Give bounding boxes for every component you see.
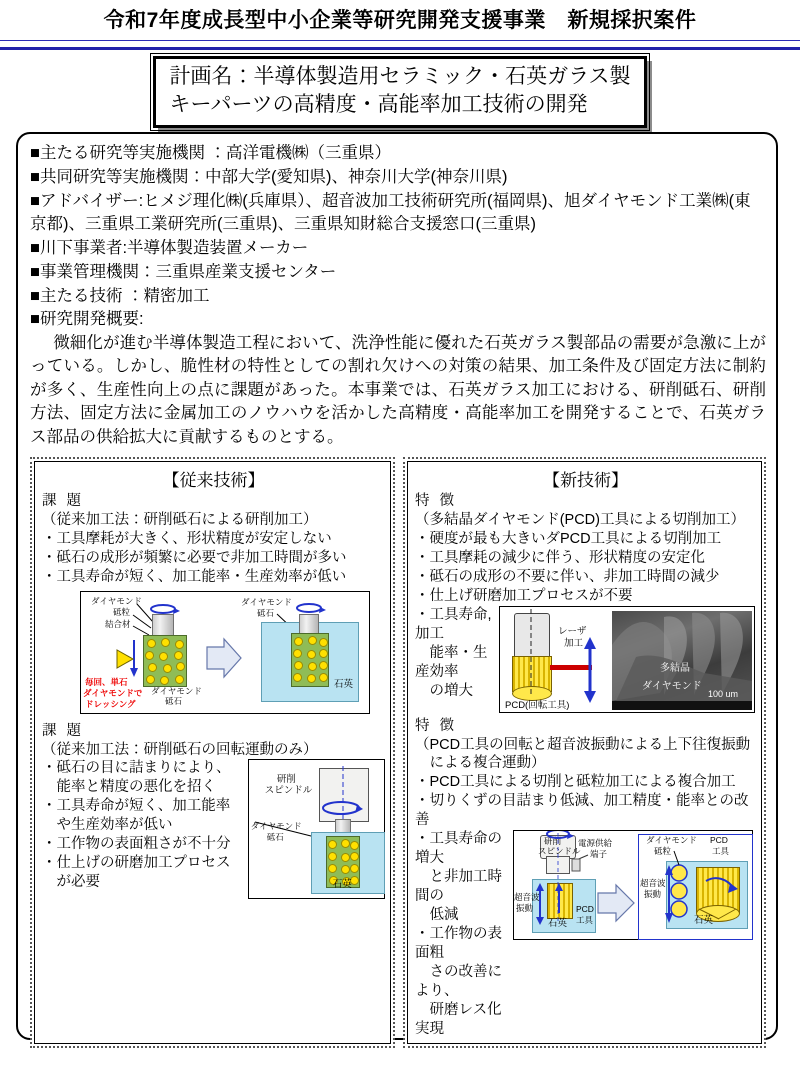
conv1-label-wheel-right-2: 砥石 (257, 607, 275, 618)
new-tech-block1-bullet-5: 能率・生産効率 (415, 644, 488, 680)
plan-title-box (153, 56, 648, 127)
conventional-block2-bullet-3: や生産効率が低い (42, 817, 173, 834)
conv1-grain (175, 675, 184, 684)
conventional-block2-bullet-0: ・砥石の目に詰まりにより、 (42, 760, 231, 777)
info-main-technology: ■主たる技術 ：精密加工 (30, 286, 210, 305)
conv1-label-quartz: 石英 (334, 678, 354, 690)
sem-info-bar (612, 701, 752, 710)
conv1-grain (148, 663, 157, 672)
conventional-block2-bullet-1: 能率と精度の悪化を招く (42, 779, 216, 796)
conv1-red-note-3: ドレッシング (85, 698, 136, 709)
conventional-block2-subheading: （従来加工法：研削砥石の回転運動のみ） (42, 741, 318, 758)
conventional-block2-bullet-4: ・工作物の表面粗さが不十分 (42, 836, 231, 853)
conv1-label-bond: 結合材 (105, 618, 131, 629)
ut-label-pcd-left-2: 工具 (576, 915, 594, 926)
conv1-label-wheel-bottom-1: ダイヤモンド (151, 685, 202, 696)
new-tech-block2-bullet-0: ・PCD工具による切削と砥粒加工による複合加工 (415, 774, 736, 791)
conventional-diagram-1 (80, 591, 370, 714)
ut-label-ultrasonic-1: 超音波 (514, 892, 540, 903)
new-tech-diagram-1 (499, 606, 755, 713)
info-joint-organizations: ■共同研究等実施機関：中部大学(愛知県)、神奈川大学(神奈川県) (30, 167, 508, 186)
conventional-block2-bullet-2: ・工具寿命が短く、加工能率 (42, 798, 231, 815)
new-tech-block2-bullet-5: ・工作物の表面粗 (415, 926, 502, 962)
conv1-grain (307, 650, 316, 659)
conv1-label-wheel-bottom-2: 砥石 (165, 695, 183, 706)
new-tech-block2-bullet-1: ・切りくずの目詰まり低減、加工精度・能率との改善 (415, 793, 749, 829)
conv2-label-spindle-2: スピンドル (264, 785, 313, 797)
ut-label-spindle-1: 研削 (544, 836, 562, 847)
document-body-frame (16, 132, 778, 1040)
new-tech-block2-bullet-4: 低減 (415, 907, 459, 924)
conv1-grain (319, 649, 328, 658)
conv1-grain (319, 661, 328, 670)
conv1-grain (307, 674, 316, 683)
info-advisors: ■アドバイザー:ヒメジ理化㈱(兵庫県）、超音波加工技術研究所(福岡県)、旭ダイヤモンド工業㈱(東京都)、三重県工業研究所(三重県)、三重県知財総合支援窓口(三重県) (30, 191, 751, 234)
overview-paragraph: 微細化が進む半導体製造工程において、洗浄性能に優れた石英ガラス製部品の需要が急激に上がっている。しかし、脆性材の特性としての割れ欠けへの対策の結果、加工条件及び固定方法に制約が多く、生産性向上の点に課題があった。本事業では、石英ガラス加工における、研削砥石、研削方法、固定方法に金属加工のノウハウを活かした高精度・高能率加工を開発することで、石英ガラス部品の供給拡大に貢献するものとする。 (30, 334, 766, 446)
conv1-grain (163, 664, 172, 673)
conv1-grain (294, 661, 303, 670)
new-tech-panel-title: 【新技術】 (543, 471, 628, 491)
info-main-organization: ■主たる研究等実施機関 ：高洋電機㈱（三重県） (30, 144, 392, 162)
new-tech-block2-bullet-3: と非加工時間の (415, 869, 502, 905)
ut-label-power-2: 端子 (590, 849, 608, 860)
info-management-organization: ■事業管理機関：三重県産業支援センター (30, 262, 337, 281)
conv1-grain (319, 673, 328, 682)
ut-label-power-1: 電源供給 (578, 838, 613, 849)
sem-micrograph-pcd (612, 611, 752, 710)
conventional-block1-bullet-0: ・工具摩耗が大きく、形状精度が安定しない (42, 530, 332, 547)
conv1-grain (160, 676, 169, 685)
new-tech-block2-bullet-2: ・工具寿命の増大 (415, 831, 502, 867)
ut-label-quartz-left: 石英 (548, 918, 568, 930)
conventional-block2-bullet-6: が必要 (42, 874, 100, 891)
page-header (0, 0, 800, 33)
conv1-red-note-2: ダイヤモンドで (83, 687, 143, 698)
conv2-label-wheel-1: ダイヤモンド (250, 821, 302, 832)
sem-scale-bar-label: 100 um (708, 688, 739, 699)
ut-label-pcd-right-1: PCD (710, 835, 728, 846)
conv1-grain (159, 652, 168, 661)
new-tech-diagram-2 (513, 830, 753, 940)
ut-detail-vectors (514, 831, 754, 941)
ut-label-pcd-left-1: PCD (576, 904, 594, 915)
header-divider-rule (0, 40, 800, 50)
plan-title-container (0, 56, 800, 127)
new-tech-block2-subheading-2: による複合運動） (415, 755, 546, 772)
new-tech-block1-bullet-0: ・硬度が最も大きいダPCD工具による切削加工 (415, 530, 722, 547)
ut-label-spindle-2: スピンドル (538, 846, 581, 857)
conv2-label-spindle-1: 研削 (276, 774, 296, 786)
panel-new-technology-inner (407, 461, 762, 1044)
conventional-panel-title: 【従来技術】 (162, 471, 265, 491)
conv1-grain (145, 651, 154, 660)
new-tech-block2-subheading-1: （PCD工具の回転と超音波振動による上下往復振動 (415, 736, 751, 753)
conv1-grain (293, 673, 302, 682)
conv1-grain (293, 649, 302, 658)
conv2-label-wheel-2: 砥石 (266, 832, 284, 843)
conv1-grain (294, 637, 303, 646)
ut-label-pcd-right-2: 工具 (712, 846, 730, 857)
new-tech-block1-bullet-6: の増大 (415, 682, 473, 699)
panel-conventional-technology (30, 457, 395, 1048)
conv2-label-quartz: 石英 (332, 879, 352, 891)
conv1-grain (319, 638, 328, 647)
ut-label-diamond-1: ダイヤモンド (646, 835, 697, 846)
ut-label-ultrasonic-2: 振動 (516, 903, 534, 914)
plan-title-line-2: キーパーツの高精度・高能率加工技術の開発 (169, 92, 588, 116)
ut-label-diamond-2: 砥粒 (654, 846, 672, 857)
conv1-red-note-1: 毎回、単石 (85, 676, 128, 687)
new-tech-block1-bullet-3: ・仕上げ研磨加工プロセスが不要 (415, 587, 633, 604)
conv1-grain (161, 638, 170, 647)
conv1-grain (175, 640, 184, 649)
technology-comparison-panels (30, 457, 766, 1048)
new-tech-label-laser-1: レーザ (558, 625, 587, 637)
conv1-grain (308, 662, 317, 671)
sem-label-2: ダイヤモンド (642, 680, 702, 692)
ut-label-ultrasonic-right-2: 振動 (644, 889, 662, 900)
conventional-block1-bullet-1: ・砥石の成形が頻繁に必要で非加工時間が多い (42, 549, 347, 566)
new-tech-block1-heading: 特 徴 (415, 493, 458, 510)
new-tech-block2-bullet-7: 研磨レス化実現 (415, 1002, 502, 1038)
ut-label-quartz-right: 石英 (694, 915, 714, 927)
conv1-label-grain: 砥粒 (113, 606, 131, 617)
conventional-block1-subheading: （従来加工法：研削砥石による研削加工） (42, 511, 318, 528)
conv1-label-wheel-right-1: ダイヤモンド (241, 596, 292, 607)
panel-conventional-inner (34, 461, 391, 1044)
conv1-grain (174, 651, 183, 660)
new-tech-block1-bullet-2: ・砥石の成形の不要に伴い、非加工時間の減少 (415, 568, 720, 585)
new-tech-block1-bullet-1: ・工具摩耗の減少に伴う、形状精度の安定化 (415, 549, 705, 566)
conventional-block1-bullet-2: ・工具寿命が短く、加工能率・生産効率が低い (42, 568, 347, 585)
conv1-grain (176, 662, 185, 671)
sem-label-1: 多結晶 (660, 662, 690, 674)
conv1-grain (308, 636, 317, 645)
conv1-label-diamond: ダイヤモンド (91, 595, 142, 606)
plan-title-line-1: 計画名：半導体製造用セラミック・石英ガラス製 (169, 65, 631, 89)
page-title: 令和7年度成長型中小企業等研究開発支援事業 新規採択案件 (103, 9, 697, 32)
new-tech-block1-bullet-4: ・工具寿命, 加工 (415, 606, 492, 642)
new-tech-label-laser-2: 加工 (564, 637, 584, 649)
conv1-grain (147, 639, 156, 648)
new-tech-block1-subheading: （多結晶ダイヤモンド(PCD)工具による切削加工） (415, 511, 745, 528)
new-tech-label-pcd-tool: PCD(回転工具) (505, 699, 570, 711)
info-downstream-business: ■川下事業者:半導体製造装置メーカー (30, 239, 309, 257)
conventional-block2-heading: 課 題 (42, 722, 85, 739)
new-tech-block2-bullet-6: さの改善により、 (415, 964, 502, 1000)
conventional-diagram-2 (248, 759, 385, 899)
ut-label-ultrasonic-right-1: 超音波 (640, 878, 666, 889)
info-overview-label: ■研究開発概要: (30, 310, 144, 329)
panel-new-technology (403, 457, 766, 1048)
project-info-list (30, 142, 766, 332)
conventional-block2-bullet-5: ・仕上げの研磨加工プロセス (42, 855, 231, 872)
conventional-block1-heading: 課 題 (42, 493, 85, 510)
conv1-grain (146, 675, 155, 684)
new-tech-block2-heading: 特 徴 (415, 717, 458, 734)
info-overview-text (30, 332, 766, 449)
